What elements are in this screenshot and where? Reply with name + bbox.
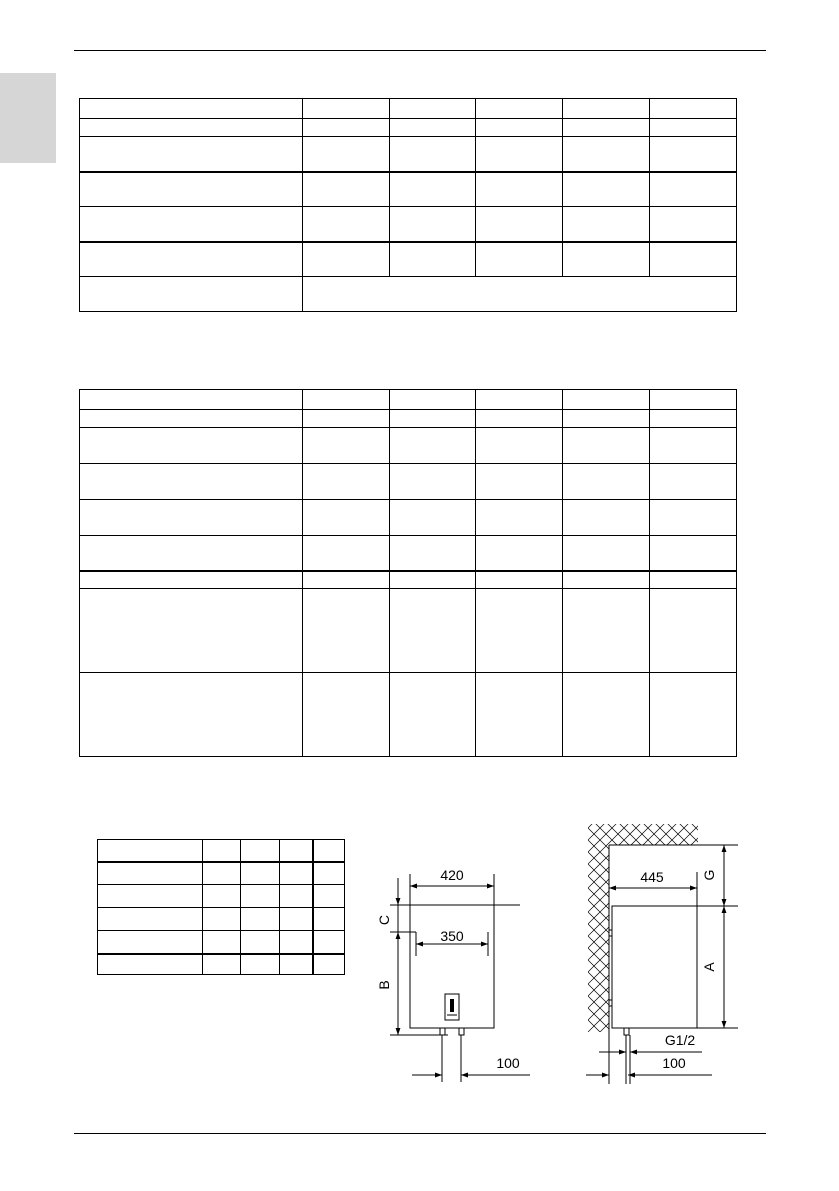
table-row [98, 840, 345, 862]
width-outer-label: 420 [440, 867, 464, 883]
table-row [80, 137, 737, 172]
table-row [98, 931, 345, 954]
height-b-label: B [376, 980, 392, 990]
table-row [80, 464, 737, 500]
table-row [80, 410, 737, 428]
footer-rule [74, 1133, 766, 1134]
table-row [80, 500, 737, 536]
width-bracket-label: 350 [440, 928, 464, 944]
table-row [80, 242, 737, 277]
connection-label: G1/2 [664, 1032, 696, 1048]
dimension-table [97, 839, 345, 975]
table-row [80, 428, 737, 464]
table-row [80, 172, 737, 207]
table-row [98, 954, 345, 975]
clearance-g-label: G [701, 869, 717, 881]
table-row [98, 908, 345, 931]
front-view-drawing [370, 860, 540, 1085]
spec-table-1 [79, 98, 737, 312]
table-row [80, 277, 737, 312]
table-row [80, 536, 737, 571]
height-a-label: A [701, 962, 717, 972]
height-c-label: C [376, 914, 392, 926]
language-side-tab [0, 73, 56, 163]
table-row [80, 119, 737, 137]
side-offset-bottom-label: 100 [662, 1055, 686, 1071]
table-row [98, 885, 345, 908]
heater-side-body [612, 906, 697, 1028]
table-row [80, 589, 737, 673]
table-row [80, 390, 737, 410]
wall-hatch [588, 824, 698, 1032]
table-row [98, 862, 345, 885]
side-view-drawing [582, 822, 752, 1084]
header-rule [74, 50, 766, 51]
spec-table-2 [79, 389, 737, 757]
table-row [80, 99, 737, 119]
offset-bottom-label: 100 [496, 1055, 520, 1071]
table-row [80, 207, 737, 242]
table-row [80, 571, 737, 589]
table-row [80, 673, 737, 757]
depth-label: 445 [640, 869, 664, 885]
